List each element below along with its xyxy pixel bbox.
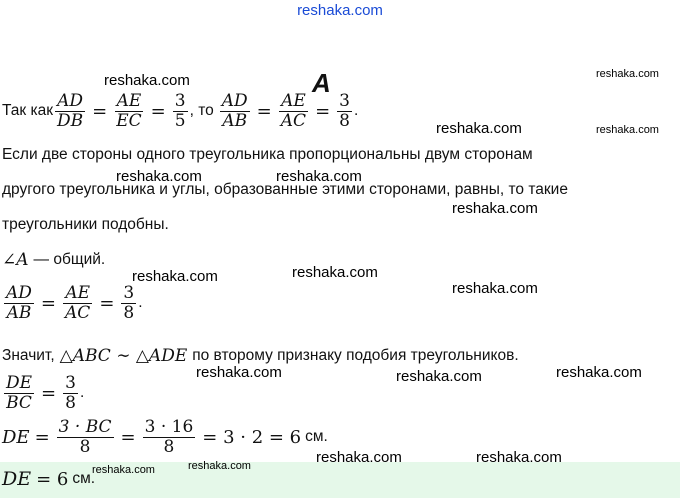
de-calc-line: DE = $\frac{3 \cdot BC}{8}$ = $\frac{3 \cdot 16}{8}$ = 3 · 2 = 6 см. [2, 417, 328, 457]
numerator: AD [57, 91, 84, 111]
ratio-line: $\frac{AD}{AB}$ = $\frac{AE}{AC}$ = $\frac{3}{8}$ . [6, 283, 143, 323]
answer-lhs: DE [2, 468, 32, 490]
denominator: 8 [79, 436, 91, 457]
answer-value: = 6 [36, 468, 69, 490]
denominator: 8 [65, 392, 76, 413]
period: . [353, 102, 359, 120]
de-ratio-line: $\frac{DE}{BC}$ = $\frac{3}{8}$ . [6, 373, 85, 413]
condition-line: Так как $\frac{AD}{DB}$ = $\frac{AE}{EC}$ = $\frac{3}{5}$ , то $\frac{AD}{AB}$ = $\frac{AE}{AC}$ = $\frac{3}{8}$ . [2, 91, 359, 131]
site-header-link[interactable]: reshaka.com [297, 2, 383, 19]
unit: см. [305, 428, 328, 446]
fraction-3x16-8 [143, 418, 196, 456]
calc-rest: = 3 · 2 = 6 [202, 426, 302, 448]
watermark: reshaka.com [116, 168, 202, 185]
similarity-line [2, 346, 519, 366]
watermark: reshaka.com [452, 200, 538, 217]
numerator: 3 [174, 91, 186, 111]
numerator: AE [65, 283, 90, 303]
fraction-ad-ab [220, 92, 250, 130]
fraction-3-5 [173, 92, 188, 130]
answer-line [2, 468, 95, 490]
point-label-a: A [312, 68, 331, 98]
denominator: 5 [174, 110, 186, 131]
watermark: reshaka.com [452, 280, 538, 297]
text-prefix: Значит, [2, 347, 55, 364]
numerator: AD [6, 283, 32, 303]
paragraph-line: Если две стороны одного треугольника пропорциональны двум сторонам [2, 146, 533, 163]
text-suffix: по второму признаку подобия треугольников. [192, 347, 519, 364]
denominator: AB [6, 302, 32, 323]
fraction-ae-ec [114, 92, 143, 130]
numerator: AE [116, 91, 142, 111]
watermark: reshaka.com [196, 364, 282, 381]
numerator: AD [221, 91, 248, 111]
angle-line [2, 250, 105, 270]
denominator: 8 [123, 302, 135, 323]
watermark: reshaka.com [188, 460, 251, 472]
watermark: reshaka.com [596, 68, 659, 80]
period: . [138, 294, 143, 312]
numerator: AE [281, 91, 306, 111]
watermark: reshaka.com [276, 168, 362, 185]
fraction-3-8 [121, 284, 136, 322]
numerator: DE [6, 373, 33, 393]
numerator: 3 · 16 [144, 417, 194, 437]
fraction-3bc-8 [57, 418, 114, 456]
watermark: reshaka.com [556, 364, 642, 381]
denominator: BC [6, 392, 32, 413]
denominator: AB [222, 110, 248, 131]
fraction-ad-db [55, 92, 85, 130]
denominator: EC [116, 110, 142, 131]
watermark: reshaka.com [476, 449, 562, 466]
period: . [79, 384, 85, 402]
similarity-expression: △ABC ∼ △ADE [59, 346, 188, 366]
unit: см. [72, 470, 96, 487]
watermark: reshaka.com [104, 72, 190, 89]
numerator: 3 [123, 283, 135, 303]
denominator: 8 [163, 436, 175, 457]
denominator: AC [65, 302, 91, 323]
de-lhs: DE [2, 426, 30, 448]
watermark: reshaka.com [396, 368, 482, 385]
fraction-ae-ac [279, 92, 308, 130]
watermark: reshaka.com [436, 120, 522, 137]
numerator: 3 · BC [58, 417, 112, 437]
denominator: AC [280, 110, 307, 131]
paragraph-line: треугольники подобны. [2, 216, 169, 233]
fraction-3-8 [63, 374, 78, 412]
denominator: DB [57, 110, 84, 131]
numerator: 3 [65, 373, 76, 393]
watermark: reshaka.com [132, 268, 218, 285]
paragraph-line: другого треугольника и углы, образованные этими сторонами, равны, то такие [2, 181, 568, 198]
angle-text: — общий. [33, 251, 106, 268]
angle-symbol: ∠A [2, 250, 29, 270]
fraction-ad-ab [4, 284, 34, 322]
text-middle: , то [189, 102, 214, 120]
watermark: reshaka.com [316, 449, 402, 466]
fraction-de-bc [4, 374, 34, 412]
fraction-3-8 [337, 92, 352, 130]
watermark: reshaka.com [292, 264, 378, 281]
fraction-ae-ac [63, 284, 92, 322]
numerator: 3 [339, 91, 350, 111]
denominator: 8 [339, 110, 350, 131]
watermark: reshaka.com [92, 464, 155, 476]
watermark: reshaka.com [596, 124, 659, 136]
text-prefix: Так как [2, 102, 54, 120]
